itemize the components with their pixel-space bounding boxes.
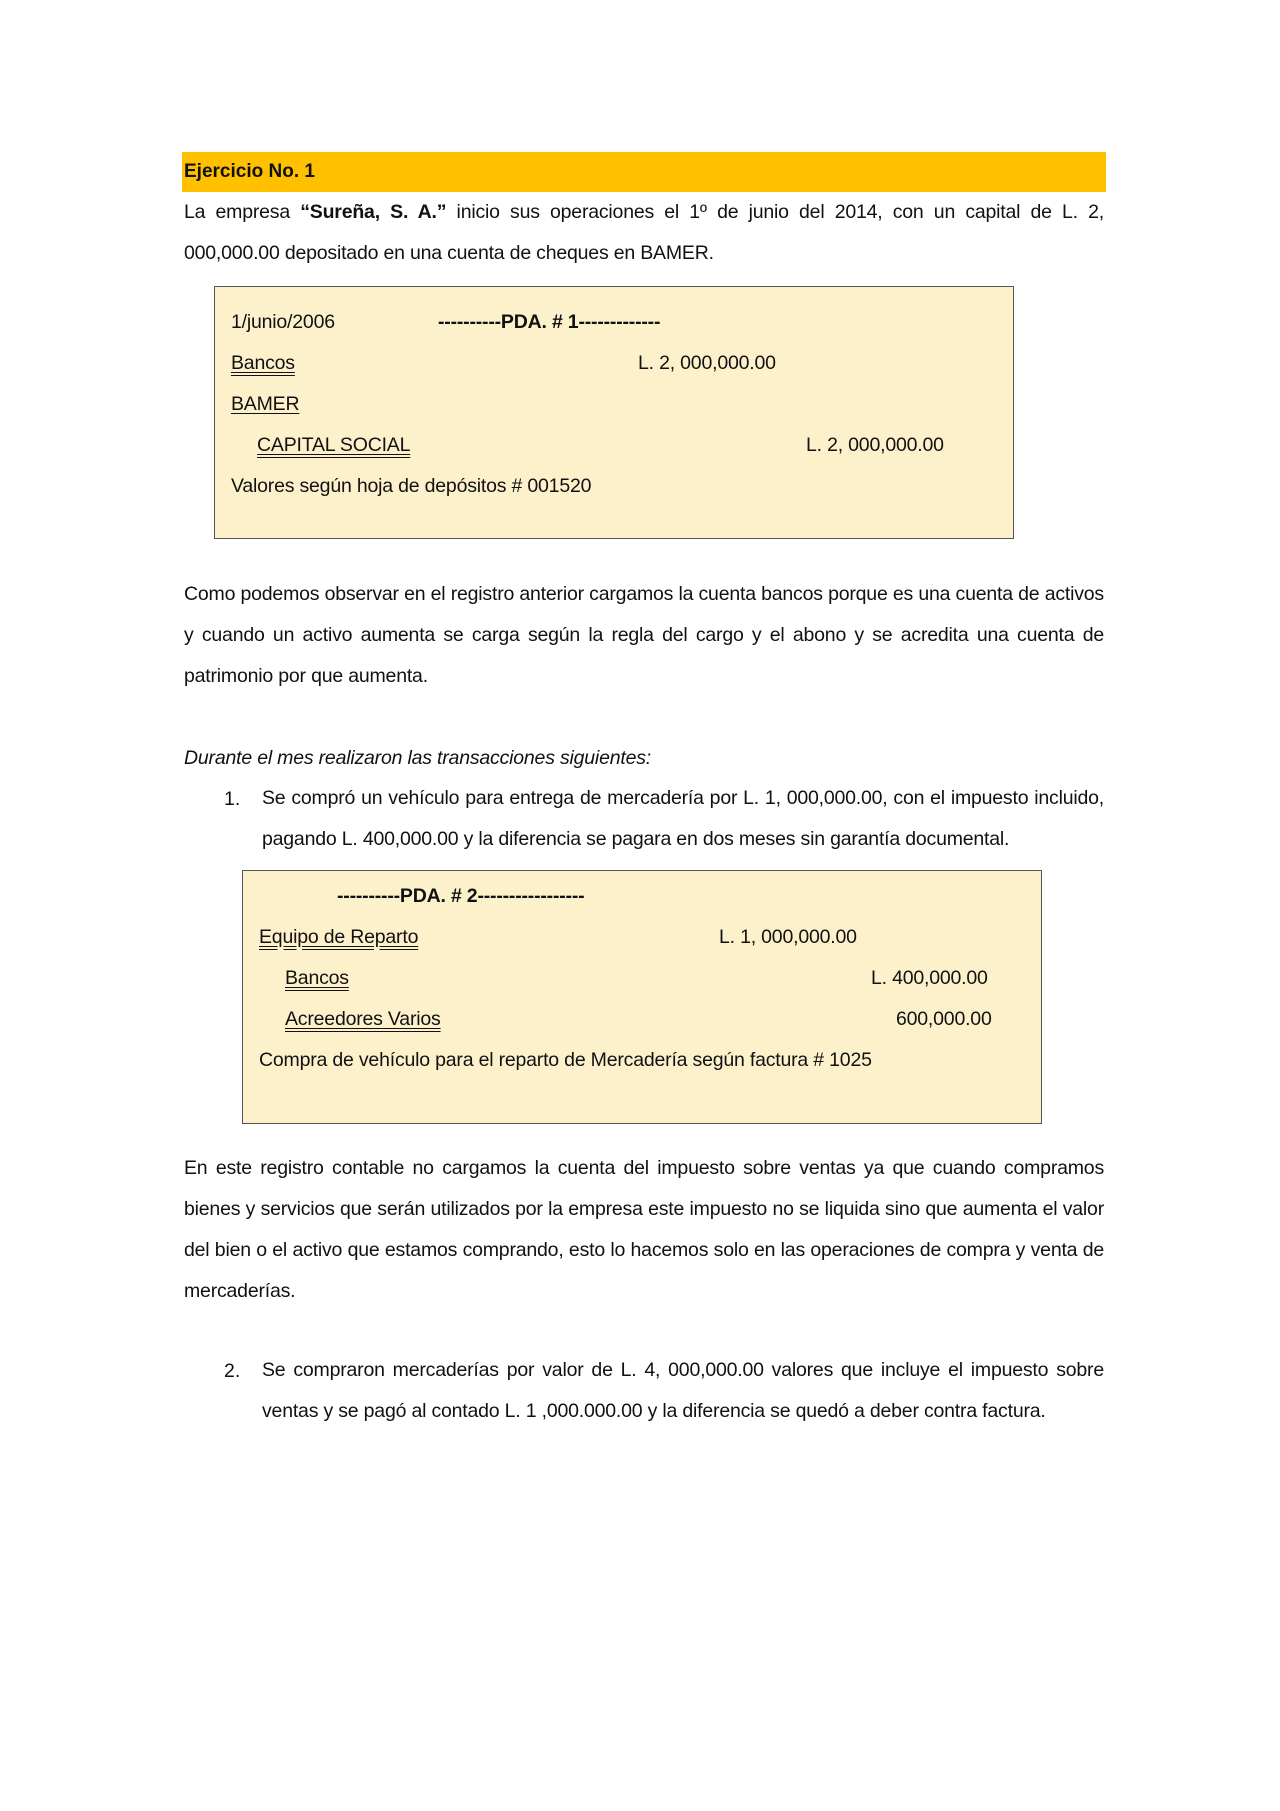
item-1-text: Se compró un vehículo para entrega de mercadería por L. 1, 000,000.00, con el impuesto incluido, pagando L. 400,000.00 y la diferencia se pagara en dos meses sin garantía documental. <box>262 787 1104 850</box>
entry1-title: ----------PDA. # 1------------- <box>438 311 661 333</box>
entry1-description: Valores según hoja de depósitos # 001520 <box>231 475 592 497</box>
entry2-credit1-amount: L. 400,000.00 <box>871 967 988 989</box>
journal-entry-1 <box>214 286 1014 539</box>
intro-text-1: La empresa <box>184 201 301 223</box>
entry2-credit2-account: Acreedores Varios <box>285 1008 441 1030</box>
entry1-sub-account: BAMER <box>231 393 300 415</box>
entry2-credit1-account: Bancos <box>285 967 349 989</box>
entry2-description: Compra de vehículo para el reparto de Mercadería según factura # 1025 <box>259 1049 872 1071</box>
explanation-1: Como podemos observar en el registro anterior cargamos la cuenta bancos porque es una cuenta de activos y cuando un activo aumenta se carga según la regla del cargo y el abono y se acredita una cuenta de patrimonio por que aumenta. <box>184 583 1104 687</box>
entry2-credit2-amount: 600,000.00 <box>896 1008 992 1030</box>
intro-text-2: inicio sus operaciones el 1º de junio del 2014, con un capital de L. 2, 000,000.00 depositado en una cuenta de cheques en BAMER. <box>184 201 1104 264</box>
explanation-2: En este registro contable no cargamos la cuenta del impuesto sobre ventas ya que cuando compramos bienes y servicios que serán utilizados por la empresa este impuesto no se liquida sino que aumenta el valor del bien o el activo que estamos comprando, esto lo hacemos solo en las operaciones de compra y venta de mercaderías. <box>184 1157 1104 1302</box>
journal-entry-2 <box>242 870 1042 1124</box>
entry1-debit-amount: L. 2, 000,000.00 <box>638 352 776 374</box>
company-name: “Sureña, S. A.” <box>300 201 447 223</box>
entry2-debit-amount: L. 1, 000,000.00 <box>719 926 857 948</box>
entry1-debit-account: Bancos <box>231 352 295 374</box>
item-2-number: 2. <box>224 1360 241 1382</box>
transactions-intro: Durante el mes realizaron las transacciones siguientes: <box>184 747 651 769</box>
item-2-text: Se compraron mercaderías por valor de L. 4, 000,000.00 valores que incluye el impuesto sobre ventas y se pagó al contado L. 1 ,000.000.00 y la diferencia se quedó a deber contra factura. <box>262 1359 1104 1422</box>
item-1-number: 1. <box>224 788 241 810</box>
exercise-heading: Ejercicio No. 1 <box>182 152 1106 192</box>
entry1-credit-amount: L. 2, 000,000.00 <box>806 434 944 456</box>
entry2-debit-account: Equipo de Reparto <box>259 926 419 948</box>
entry1-credit-account: CAPITAL SOCIAL <box>257 434 411 456</box>
entry1-date: 1/junio/2006 <box>231 311 335 333</box>
intro-paragraph <box>184 192 1104 274</box>
entry2-title: ----------PDA. # 2----------------- <box>337 885 585 907</box>
